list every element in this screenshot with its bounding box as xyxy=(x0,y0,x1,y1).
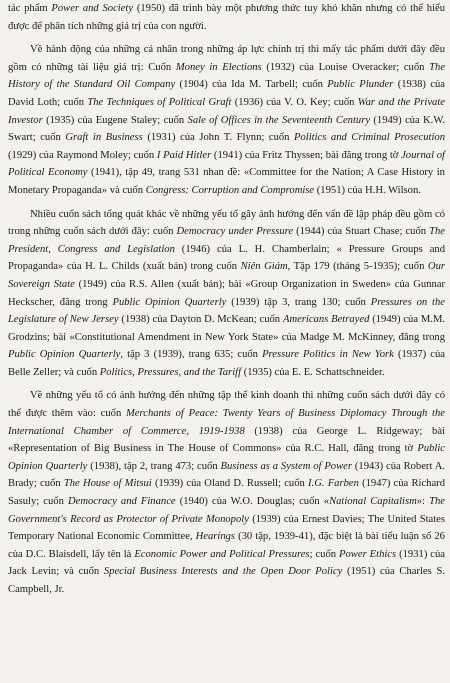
italic-title: Pressure Politics in New York xyxy=(262,349,394,361)
text-run: (1931) của Jack Levin; và cuốn xyxy=(8,548,446,578)
italic-title: Pressures on the Legislature of New Jersey xyxy=(8,296,445,326)
text-run: (1929) của Raymond Moley; cuốn xyxy=(8,149,157,161)
italic-title: War and the Private Investor xyxy=(8,96,445,126)
italic-title: Power Ethics xyxy=(339,548,397,560)
text-run: (1949) của K.W. Swart; cuốn xyxy=(8,114,445,144)
text-run: (1943) của Robert A. Brady; cuốn xyxy=(8,460,445,490)
text-run: , Tập 179 (tháng 5-1935); cuốn xyxy=(287,261,428,273)
text-run: (1944) của Stuart Chase; cuốn xyxy=(293,226,430,238)
text-run: tác phẩm xyxy=(8,3,52,14)
text-run: Về hành động của những cá nhân trong những áp lực chính trị thì mấy tác phẩm dưới đây đều gồm có những tài liệu giá trị: Cuốn xyxy=(8,44,445,73)
text-run: (1941) của Fritz Thyssen; bài đăng trong tờ xyxy=(211,149,402,161)
italic-title: Democracy and Finance xyxy=(67,496,176,508)
italic-title: The President, Congress and Legislation xyxy=(8,226,445,255)
italic-title: Power and Society xyxy=(51,3,134,14)
italic-title: I Paid Hitler xyxy=(156,149,212,161)
text-run: (1951) của Charles S. Campbell, Jr. xyxy=(8,566,445,595)
text-run: (1935) của Eugene Staley; cuốn xyxy=(42,114,188,126)
italic-title: Hearings xyxy=(195,531,236,543)
paragraph xyxy=(8,41,445,199)
italic-title: The Government's Record as Protector of Private Monopoly xyxy=(8,496,445,525)
italic-title: Niên Giám xyxy=(240,261,288,273)
italic-title: Money in Elections xyxy=(175,61,262,73)
text-run: (1939) của Oland D. Russell; cuốn xyxy=(151,478,309,490)
text-run: (1937) của Belle Zeller; và cuốn xyxy=(8,349,446,378)
text-run: (1938) của George L. Ridgeway; bài «Representation of Big Business in The House of Commons» của R.C. Hall, đăng trong tờ xyxy=(8,425,445,455)
italic-title: Special Business Interests and the Open Door Policy xyxy=(103,566,343,578)
text-run: (1946) của L. H. Chamberlain; « Pressure Groups and Propaganda» của H. L. Childs (xuất bản) trong cuốn xyxy=(8,243,445,273)
italic-title: Public Opinion Quarterly xyxy=(8,443,445,472)
text-run: (1938), tập 2, trang 473; cuốn xyxy=(87,460,221,472)
italic-title: The House of Mitsui xyxy=(63,478,152,490)
italic-title: Democracy under Pressure xyxy=(176,226,294,238)
paragraph xyxy=(8,0,445,35)
text-run: (1949) của M.M. Grodzins; bài «Constitutional Amendment in New York State» của Madge M. McKinney, đăng trong xyxy=(8,314,446,343)
italic-title: Sale of Offices in the Seventeenth Century xyxy=(187,114,371,126)
italic-title: Congress: Corruption and Compromise xyxy=(145,184,315,196)
paragraph xyxy=(8,206,445,382)
text-run: (1947) của Richard Sasuly; cuốn xyxy=(8,478,445,508)
text-run: (1949) của R.S. Allen (xuất bản); bài «Group Organization in Sweden» của Gunnar Heckscher, đăng trong xyxy=(8,278,445,308)
text-run: (1950) đã trình bày một phương thức tuy khó khăn nhưng có thể hiểu được để phân tích những giá trị của con người. xyxy=(8,3,446,32)
text-run: Về những yếu tố có ảnh hưởng đến những tập thể kinh doanh thì những cuốn sách dưới đây có thể được thêm vào: cuốn xyxy=(8,390,445,420)
text-run: (1935) của E. E. Schattschneider. xyxy=(241,366,385,378)
italic-title: Graft in Business xyxy=(65,132,143,144)
italic-title: Public Opinion Quarterly xyxy=(112,296,227,308)
text-run: (1941), tập 49, trang 531 nhan đề: «Committee for the Nation; A Case History in Monetary Propaganda» và cuốn xyxy=(8,167,445,196)
text-run: (1938) của Dayton D. McKean; cuốn xyxy=(118,314,283,326)
italic-title: Merchants of Peace: Twenty Years of Business Diplomacy Through the International Chamber of Commerce, 1919-1938 xyxy=(8,408,445,437)
paragraph xyxy=(8,387,445,598)
italic-title: Journal of Political Economy xyxy=(8,149,446,179)
italic-title: Politics, Pressures, and the Tariff xyxy=(99,366,242,378)
italic-title: I.G. Farben xyxy=(308,478,359,490)
italic-title: Public Opinion Quarterly xyxy=(8,349,121,361)
italic-title: Economic Power and Political Pressures xyxy=(134,548,310,560)
italic-title: Business as a System of Power xyxy=(220,460,352,472)
text-run: ; cuốn xyxy=(309,548,340,560)
text-run: (1939) của Ernest Davies; The United States Temporary National Economic Committee, xyxy=(8,513,445,543)
text-run: (1951) của H.H. Wilson. xyxy=(314,184,421,196)
text-run: (1936) của V. O. Key; cuốn xyxy=(231,96,358,108)
text-run: (1939) tập 3, trang 130; cuốn xyxy=(226,296,371,308)
text-run: (1931) của John T. Flynn; cuốn xyxy=(142,132,295,144)
text-run: (30 tập, 1939-41), đặc biệt là bài tiểu luận số 26 của D.C. Blaisdell, lấy tên là xyxy=(8,531,445,560)
italic-title: Politics and Criminal Prosecution xyxy=(294,132,445,144)
italic-title: Our Sovereign State xyxy=(8,261,445,290)
text-run: (1904) của Ida M. Tarbell; cuốn xyxy=(175,79,328,91)
italic-title: The Techniques of Political Graft xyxy=(87,96,232,108)
italic-title: Americans Betrayed xyxy=(282,314,370,326)
text-run: (1932) của Louise Overacker; cuốn xyxy=(261,61,430,73)
italic-title: The History of the Standard Oil Company xyxy=(8,61,446,91)
text-run: , tập 3 (1939), trang 635; cuốn xyxy=(120,349,263,361)
text-run: (1940) của W.O. Douglas; cuốn « xyxy=(175,496,330,508)
text-run: »: xyxy=(416,496,430,508)
italic-title: National Capitalism xyxy=(329,496,417,508)
text-run: Nhiều cuốn sách tổng quát khác về những yếu tố gây ảnh hưởng đến vấn đề lập pháp đều gồm có trong những cuốn sách dưới đây: cuốn xyxy=(8,208,445,238)
italic-title: Public Plunder xyxy=(327,79,394,91)
text-run: (1938) của David Loth; cuốn xyxy=(8,79,445,108)
